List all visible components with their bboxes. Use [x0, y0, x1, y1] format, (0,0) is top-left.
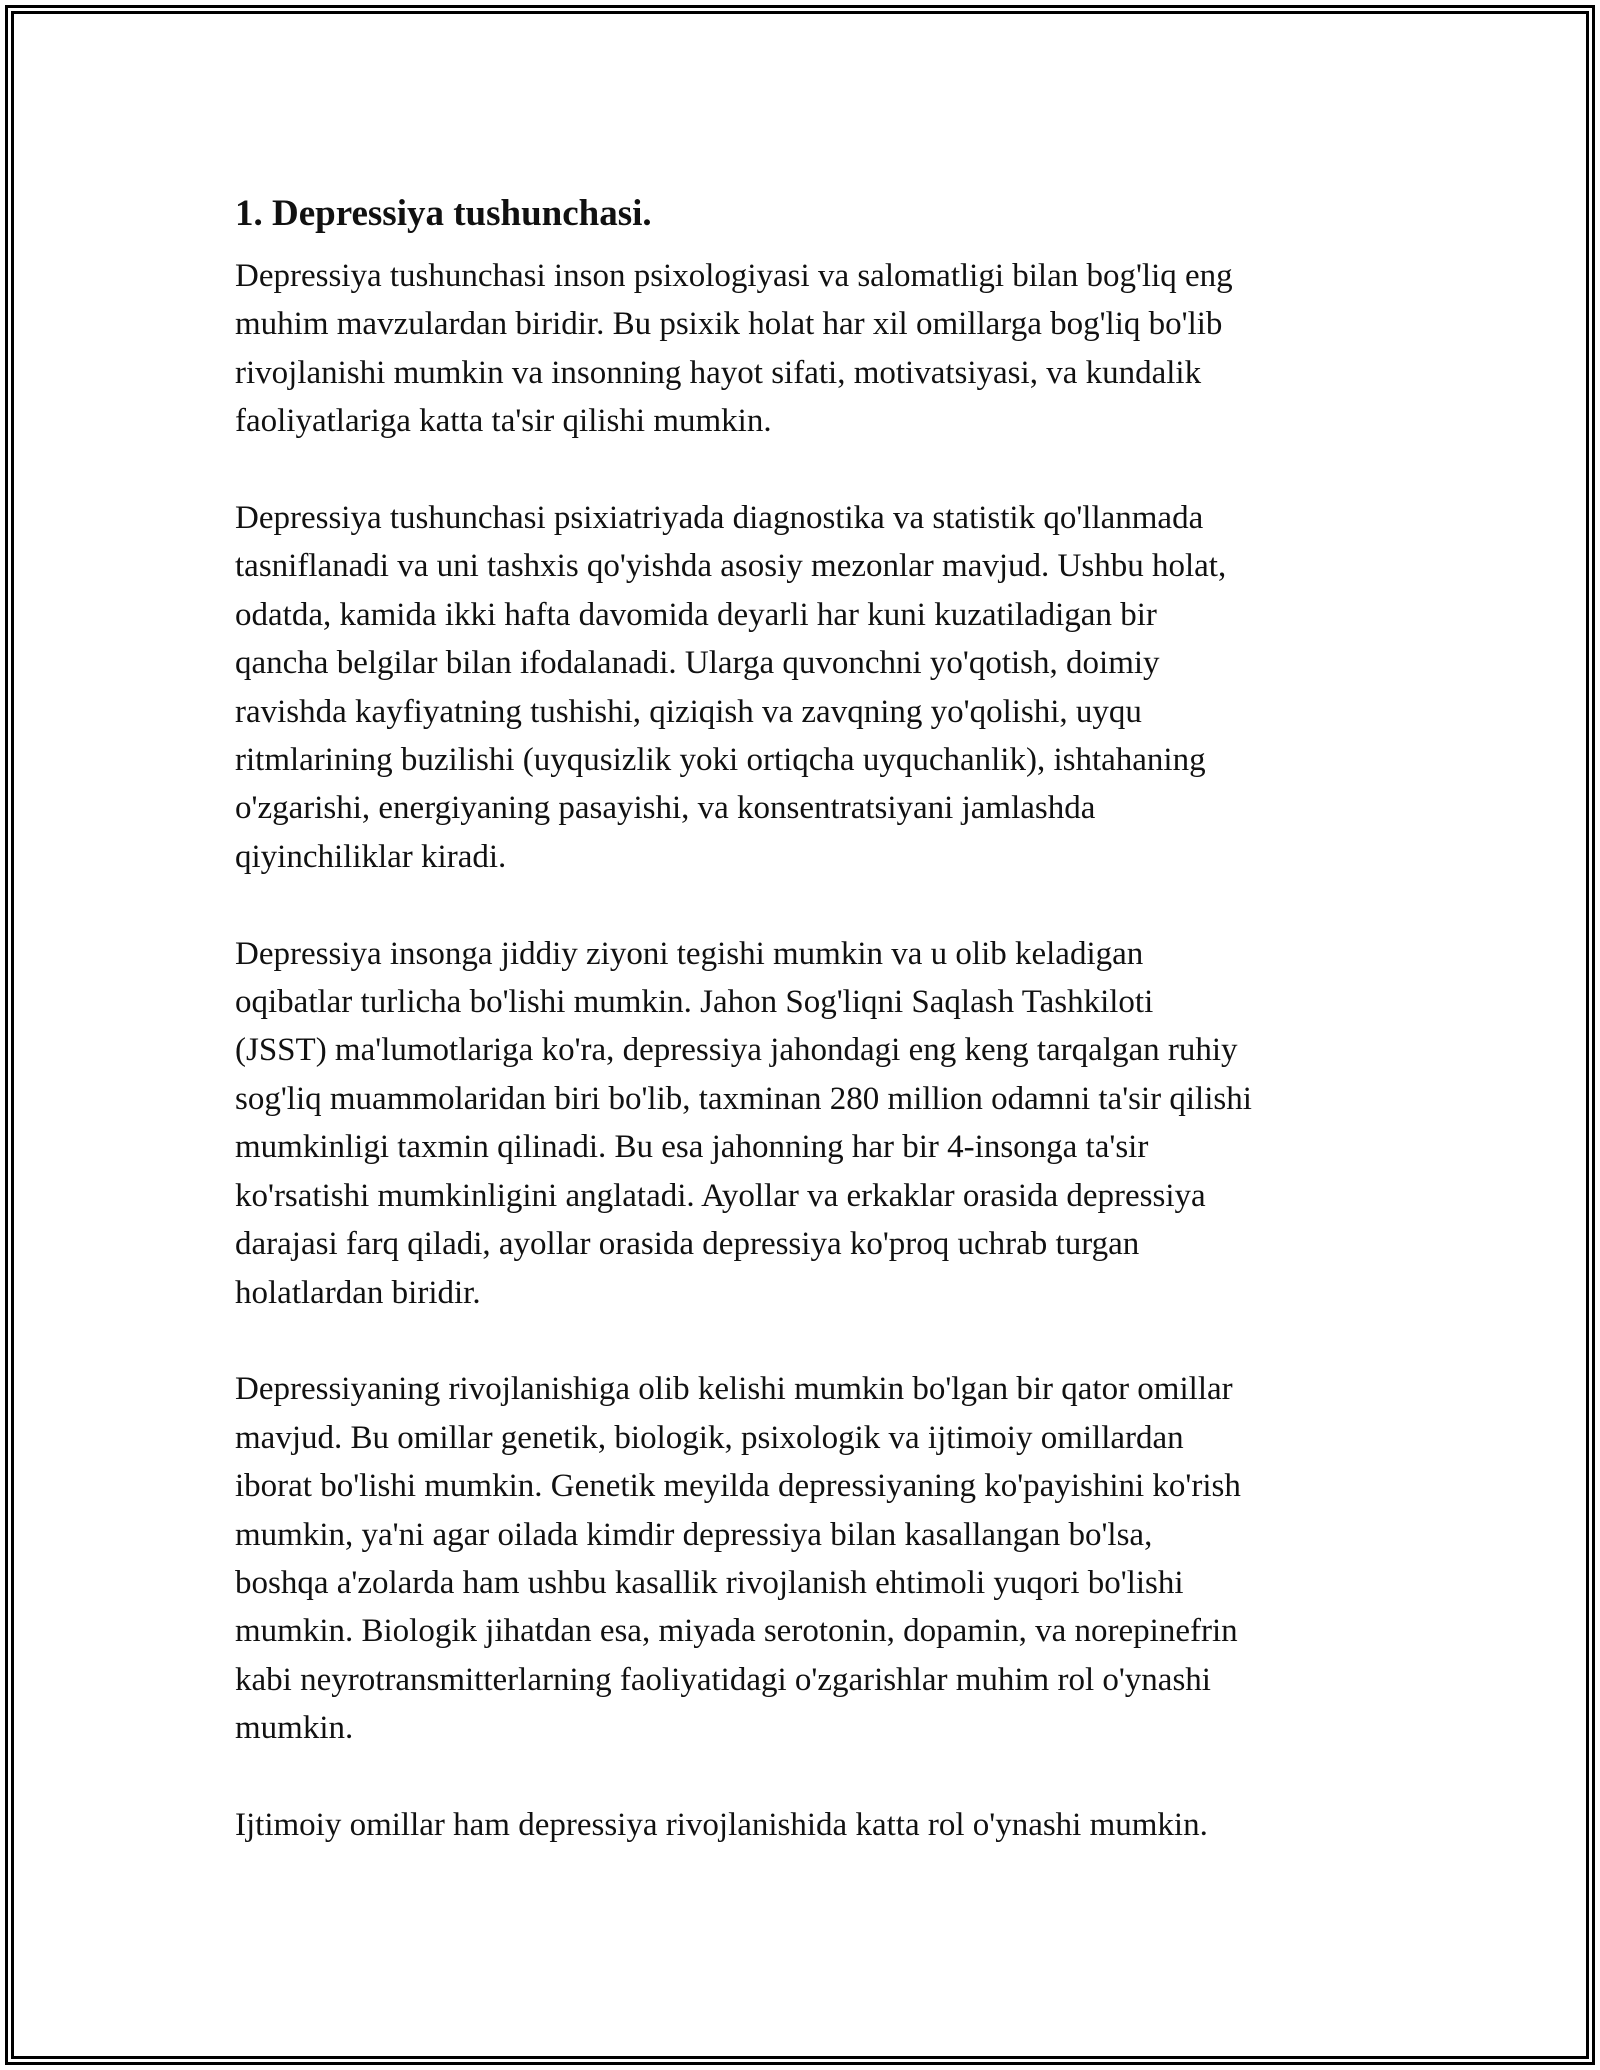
paragraph-4: [235, 1365, 1375, 1752]
text-line: Depressiyaning rivojlanishiga olib kelishi mumkin bo'lgan bir qator omillar: [235, 1371, 1233, 1408]
text-line: sog'liq muammolaridan biri bo'lib, taxminan 280 million odamni ta'sir qilishi: [235, 1080, 1252, 1117]
document-body: [235, 186, 1375, 1898]
text-line: mumkin, ya'ni agar oilada kimdir depressiya bilan kasallangan bo'lsa,: [235, 1516, 1153, 1553]
text-line: muhim mavzulardan biridir. Bu psixik holat har xil omillarga bog'liq bo'lib: [235, 306, 1223, 343]
paragraph-3: [235, 930, 1375, 1317]
text-line: ravishda kayfiyatning tushishi, qiziqish va zavqning yo'qolishi, uyqu: [235, 693, 1142, 730]
text-line: qiyinchiliklar kiradi.: [235, 838, 507, 875]
text-line: Depressiya insonga jiddiy ziyoni tegishi mumkin va u olib keladigan: [235, 935, 1144, 972]
text-line: iborat bo'lishi mumkin. Genetik meyilda depressiyaning ko'payishini ko'rish: [235, 1468, 1241, 1505]
text-line: kabi neyrotransmitterlarning faoliyatidagi o'zgarishlar muhim rol o'ynashi: [235, 1661, 1211, 1698]
paragraph-1: [235, 252, 1375, 446]
text-line: oqibatlar turlicha bo'lishi mumkin. Jahon Sog'liqni Saqlash Tashkiloti: [235, 984, 1154, 1021]
text-line: boshqa a'zolarda ham ushbu kasallik rivojlanish ehtimoli yuqori bo'lishi: [235, 1564, 1184, 1601]
text-line: Depressiya tushunchasi inson psixologiyasi va salomatligi bilan bog'liq eng: [235, 258, 1233, 294]
text-line: o'zgarishi, energiyaning pasayishi, va konsentratsiyani jamlashda: [235, 790, 1096, 827]
text-line: Depressiya tushunchasi psixiatriyada diagnostika va statistik qo'llanmada: [235, 500, 1204, 537]
text-line: darajasi farq qiladi, ayollar orasida depressiya ko'proq uchrab turgan: [235, 1226, 1140, 1263]
text-line: odatda, kamida ikki hafta davomida deyarli har kuni kuzatiladigan bir: [235, 596, 1157, 633]
text-line: Ijtimoiy omillar ham depressiya rivojlanishida katta rol o'ynashi mumkin.: [235, 1806, 1208, 1843]
text-line: qancha belgilar bilan ifodalanadi. Ularga quvonchni yo'qotish, doimiy: [235, 645, 1160, 682]
text-line: tasniflanadi va uni tashxis qo'yishda asosiy mezonlar mavjud. Ushbu holat,: [235, 548, 1227, 585]
text-line: holatlardan biridir.: [235, 1274, 481, 1311]
text-line: mumkinligi taxmin qilinadi. Bu esa jahonning har bir 4-insonga ta'sir: [235, 1129, 1149, 1166]
section-heading: 1. Depressiya tushunchasi.: [235, 193, 652, 234]
text-line: faoliyatlariga katta ta'sir qilishi mumkin.: [235, 403, 772, 440]
text-line: rivojlanishi mumkin va insonning hayot sifati, motivatsiyasi, va kundalik: [235, 354, 1202, 391]
text-line: ko'rsatishi mumkinligini anglatadi. Ayollar va erkaklar orasida depressiya: [235, 1177, 1206, 1214]
text-line: mavjud. Bu omillar genetik, biologik, psixologik va ijtimoiy omillardan: [235, 1419, 1184, 1456]
text-line: mumkin. Biologik jihatdan esa, miyada serotonin, dopamin, va norepinefrin: [235, 1613, 1238, 1650]
text-line: (JSST) ma'lumotlariga ko'ra, depressiya jahondagi eng keng tarqalgan ruhiy: [235, 1032, 1238, 1069]
text-line: mumkin.: [235, 1710, 354, 1747]
text-line: ritmlarining buzilishi (uyqusizlik yoki ortiqcha uyquchanlik), ishtahaning: [235, 742, 1206, 779]
paragraph-2: [235, 494, 1375, 881]
paragraph-5: [235, 1801, 1375, 1849]
